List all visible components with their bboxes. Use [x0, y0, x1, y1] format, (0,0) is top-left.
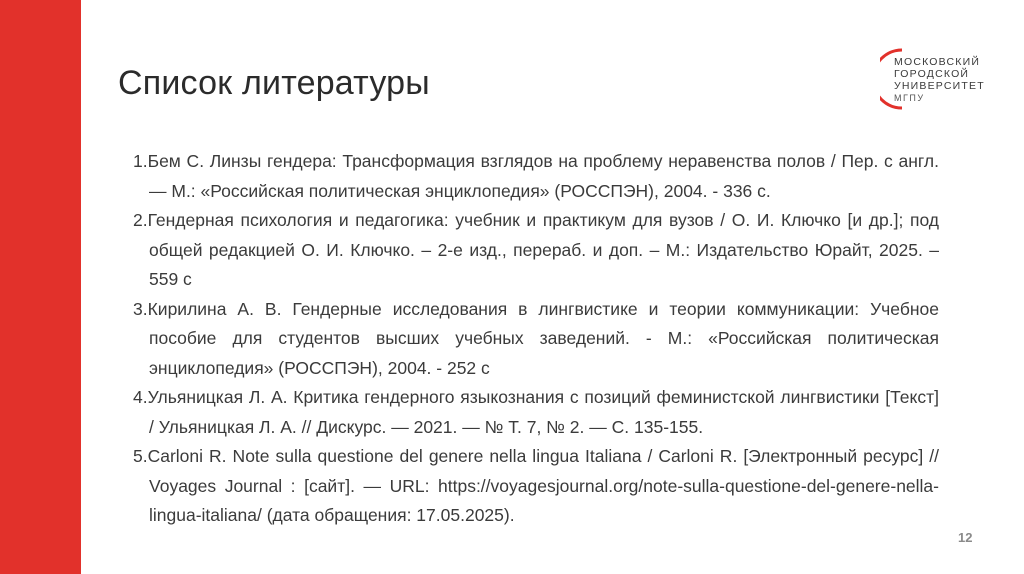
logo-line-3: УНИВЕРСИТЕТ: [894, 80, 985, 92]
reference-item-5: 5.Carloni R. Note sulla questione del genere nella lingua Italiana / Carloni R. [Электронный ресурс] // Voyages Journal : [сайт]. — URL: https://voyagesjournal.org/note-sulla-questione-del-genere-nella-lingua-italiana/ (дата обращения: 17.05.2025).: [133, 446, 939, 525]
reference-item-2: 2.Гендерная психология и педагогика: учебник и практикум для вузов / О. И. Ключко [и др.]; под общей редакцией О. И. Ключко. – 2-е изд., перераб. и доп. – М.: Издательство Юрайт, 2025. – 559 с: [133, 210, 939, 289]
left-accent-bar: [0, 0, 81, 574]
reference-item-4: 4.Ульяницкая Л. А. Критика гендерного языкознания с позиций феминистской лингвистики [Текст] / Ульяницкая Л. А. // Дискурс. — 2021. — № Т. 7, № 2. — С. 135-155.: [133, 387, 939, 437]
logo-abbr: МГПУ: [894, 93, 925, 103]
logo-line-2: ГОРОДСКОЙ: [894, 68, 970, 80]
reference-item-3: 3.Кирилина А. В. Гендерные исследования в лингвистике и теории коммуникации: Учебное пособие для студентов высших учебных заведений. - М.: «Российская политическая энциклопедия» (РОССПЭН), 2004. - 252 с: [133, 298, 939, 378]
slide-title: Список литературы: [118, 64, 430, 102]
university-logo: [880, 46, 990, 112]
logo-line-1: МОСКОВСКИЙ: [894, 56, 981, 68]
reference-item-1: 1.Бем С. Линзы гендера: Трансформация взглядов на проблему неравенства полов / Пер. с англ. — М.: «Российская политическая энциклопедия» (РОССПЭН), 2004. - 336 с.: [133, 151, 939, 201]
page-number: 12: [958, 530, 973, 545]
logo-text: [894, 56, 985, 104]
reference-list: [133, 147, 939, 531]
